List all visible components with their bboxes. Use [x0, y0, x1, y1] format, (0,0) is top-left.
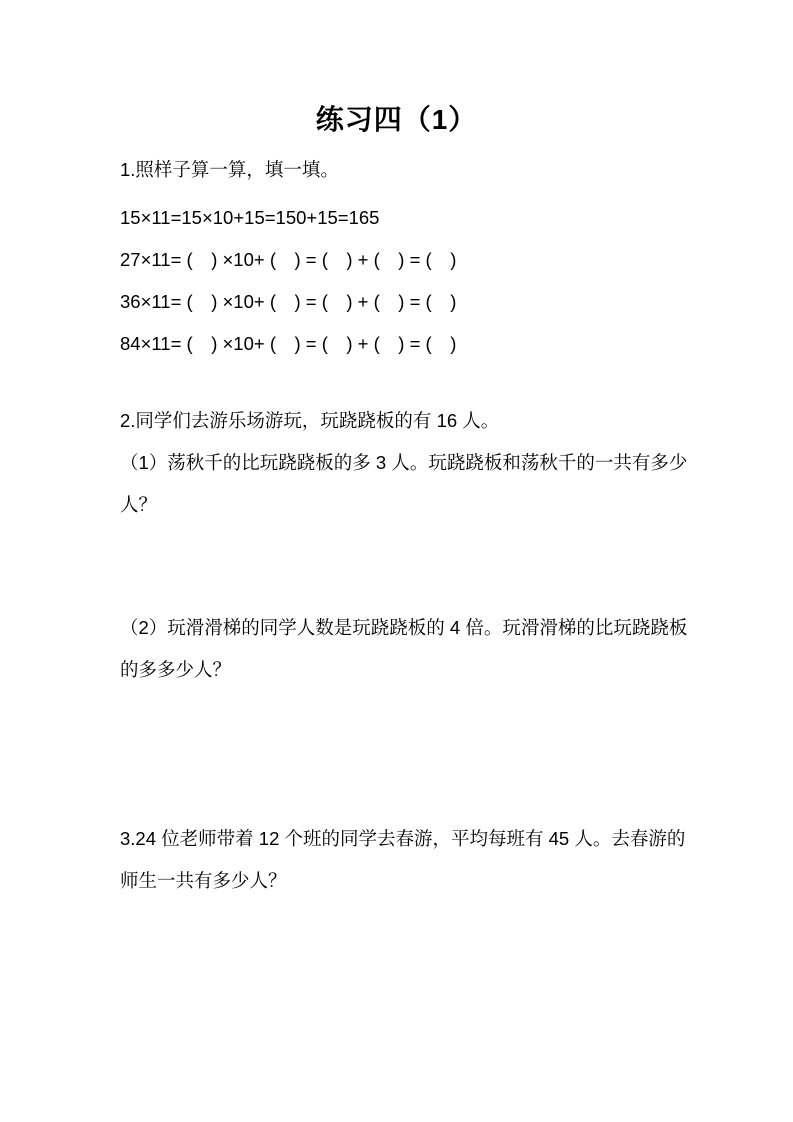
q3-line2: 师生一共有多少人？	[120, 870, 287, 891]
q3-line1: 3.24 位老师带着 12 个班的同学去春游，平均每班有 45 人。去春游的	[120, 828, 686, 849]
q1-example-equation: 15×11=15×10+15=150+15=165	[120, 207, 380, 228]
q1-prompt: 1.照样子算一算，填一填。	[120, 159, 339, 180]
q2-sub1-line1: （1）荡秋千的比玩跷跷板的多 3 人。玩跷跷板和荡秋千的一共有多少	[120, 452, 688, 473]
q2-sub2-line1: （2）玩滑滑梯的同学人数是玩跷跷板的 4 倍。玩滑滑梯的比玩跷跷板	[120, 617, 688, 638]
worksheet-title: 练习四（1）	[315, 104, 478, 135]
worksheet-body	[120, 149, 700, 902]
q1-equation-84x11: 84×11= ( ) ×10+ ( ) = ( ) + ( ) = ( )	[120, 333, 457, 354]
q1-equation-36x11: 36×11= ( ) ×10+ ( ) = ( ) + ( ) = ( )	[120, 291, 457, 312]
q2-sub2-line2: 的多多少人？	[120, 659, 232, 680]
q2-sub1-line2: 人？	[120, 494, 158, 515]
q1-equation-27x11: 27×11= ( ) ×10+ ( ) = ( ) + ( ) = ( )	[120, 249, 457, 270]
q2-intro: 2.同学们去游乐场游玩，玩跷跷板的有 16 人。	[120, 410, 500, 431]
